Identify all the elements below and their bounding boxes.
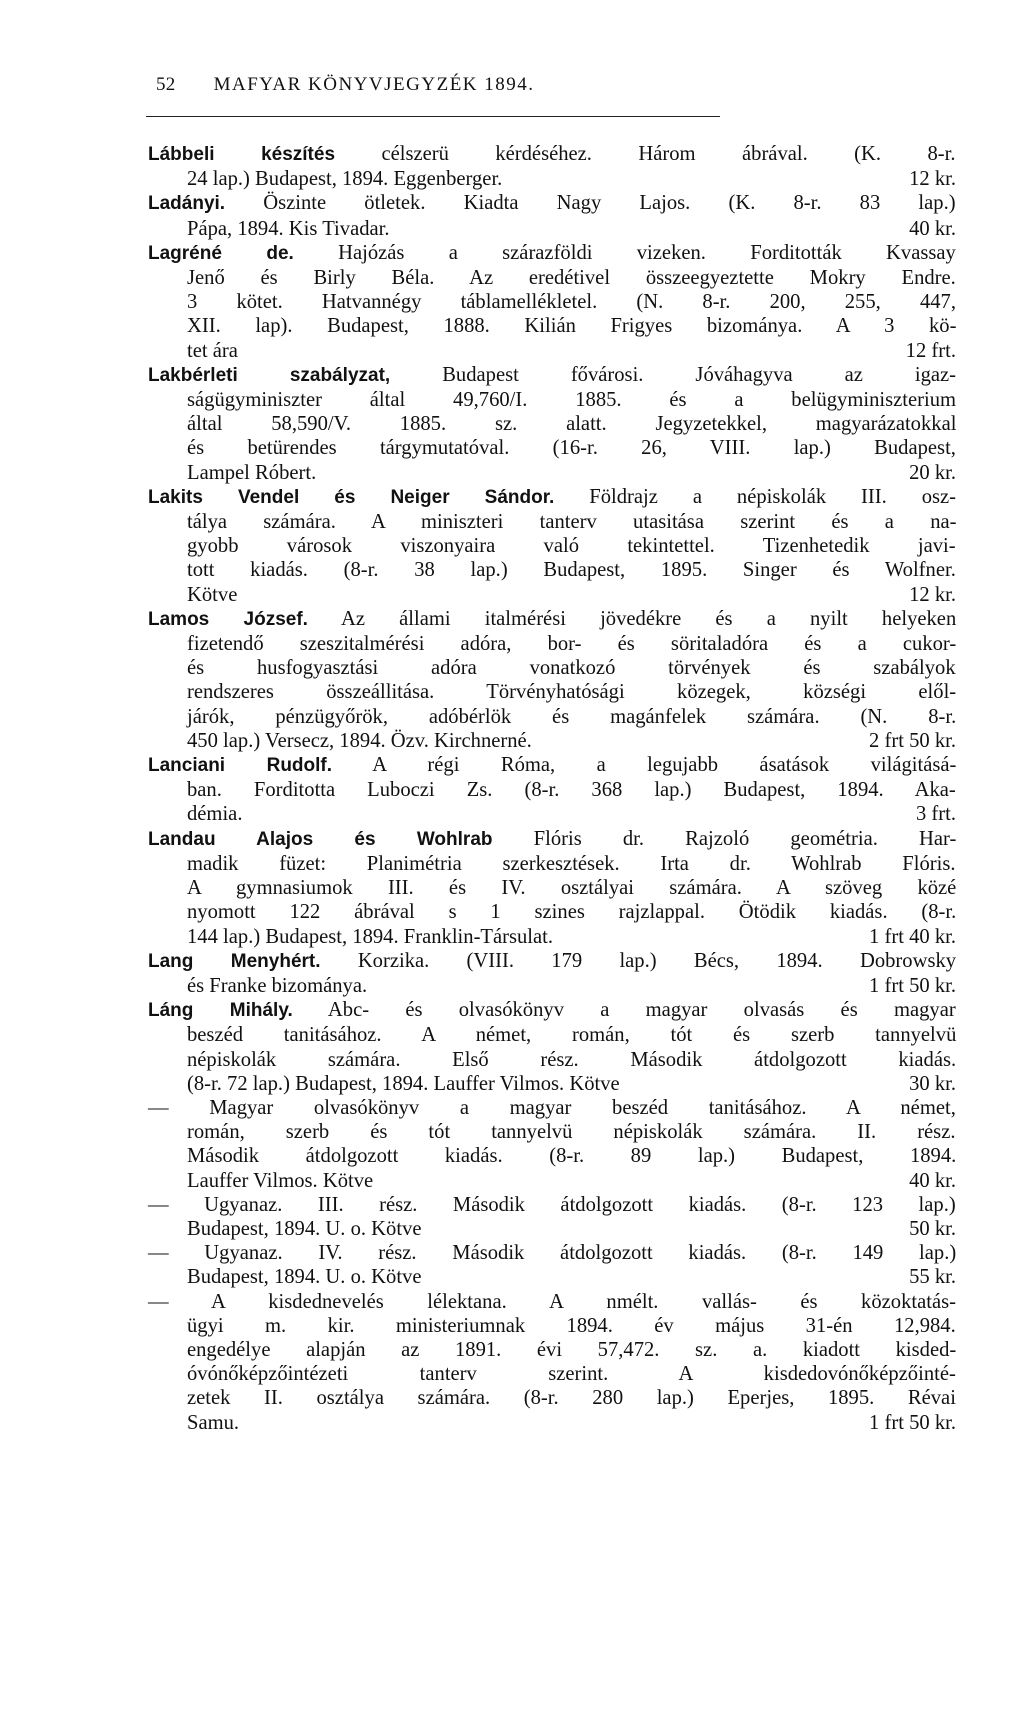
entry-text: tott kiadás. (8-r. 38 lap.) Budapest, 1895. Singer és Wolfner. xyxy=(187,559,956,582)
entry-text: ügyi m. kir. ministeriumnak 1894. év május 31-én 12,984. xyxy=(187,1314,956,1337)
entry-line-text xyxy=(187,1265,422,1289)
entry-line-text xyxy=(187,729,532,753)
entry-text: nyomott 122 ábrával s 1 szines rajzlappal. Ötödik kiadás. (8-r. xyxy=(187,901,957,924)
header-rule xyxy=(146,116,720,117)
entry-text: Lauffer Vilmos. Kötve xyxy=(187,1169,374,1192)
catalog-entry xyxy=(148,753,956,827)
entry-line xyxy=(148,1193,956,1217)
entry-text: Budapest, 1894. U. o. Kötve xyxy=(187,1217,422,1240)
entry-text: — A kisdednevelés lélektana. A nmélt. vallás- és közoktatás- xyxy=(148,1290,956,1313)
entry-line-text xyxy=(187,1120,956,1144)
entry-text: célszerü kérdéséhez. Három ábrával. (K. 8-r. xyxy=(381,143,956,165)
entry-text: Jenő és Birly Béla. Az eredétivel összeegyeztette Mokry Endre. xyxy=(187,267,956,290)
entry-line-text xyxy=(187,656,956,680)
catalog-entry xyxy=(148,191,956,240)
entry-line xyxy=(148,510,956,534)
entry-line xyxy=(148,534,956,558)
entry-line-text xyxy=(187,900,956,924)
entry-text: népiskolák számára. Első rész. Második átdolgozott kiadás. xyxy=(187,1048,957,1071)
entry-text: madik füzet: Planimétria szerkesztések. Irta dr. Wohlrab Flóris. xyxy=(187,852,956,875)
entry-line xyxy=(148,1120,956,1144)
entry-text: tálya számára. A miniszteri tanterv utasitása szerint és a na- xyxy=(187,511,957,534)
entry-line xyxy=(148,778,956,802)
entry-text: 3 kötet. Hatvannégy táblamellékletel. (N. 8-r. 200, 255, 447, xyxy=(187,291,956,314)
entry-line-text xyxy=(187,1144,956,1168)
catalog-entry xyxy=(148,241,956,363)
entry-text: óvónőképzőintézeti tanterv szerint. A kisdedovónőképzőinté- xyxy=(187,1363,956,1386)
entry-price: 55 kr. xyxy=(909,1266,956,1289)
entry-line-text xyxy=(187,876,956,900)
entry-line xyxy=(148,314,956,338)
entry-line xyxy=(148,680,956,704)
entry-price: 1 frt 40 kr. xyxy=(869,925,956,948)
entry-line xyxy=(148,1338,956,1362)
entry-price: 1 frt 50 kr. xyxy=(869,1411,956,1434)
entry-text: Korzika. (VIII. 179 lap.) Bécs, 1894. Dobrowsky xyxy=(357,949,957,972)
entry-line xyxy=(148,191,956,216)
entry-line xyxy=(148,656,956,680)
entry-line-text xyxy=(148,191,956,216)
entry-line xyxy=(148,1144,956,1168)
entry-text: Az állami italmérési jövedékre és a nyilt helyeken xyxy=(340,607,957,630)
entry-line xyxy=(148,1265,956,1289)
entry-line-text xyxy=(148,753,956,778)
entry-text: 144 lap.) Budapest, 1894. Franklin-Társulat. xyxy=(187,925,554,948)
entry-line-text xyxy=(148,607,956,632)
entry-text: beszéd tanitásához. A német, román, tót és szerb tannyelvü xyxy=(187,1024,957,1047)
entry-price: 50 kr. xyxy=(909,1217,956,1240)
entry-line xyxy=(148,705,956,729)
entry-line xyxy=(148,802,956,826)
entry-line xyxy=(148,485,956,510)
entry-text: engedélye alapján az 1891. évi 57,472. sz. a. kiadott kisded- xyxy=(187,1338,957,1361)
entry-line xyxy=(148,974,956,998)
entry-line-text xyxy=(148,998,956,1023)
entry-price: 1 frt 50 kr. xyxy=(869,974,956,997)
entry-text: 24 lap.) Budapest, 1894. Eggenberger. xyxy=(187,168,503,191)
entry-line-text xyxy=(148,1290,956,1314)
entry-line xyxy=(148,1241,956,1265)
entry-line xyxy=(148,558,956,582)
entry-line-text xyxy=(148,241,956,266)
entry-line xyxy=(148,1362,956,1386)
entry-line-text xyxy=(187,461,316,485)
page-header xyxy=(156,74,836,96)
entry-text: zetek II. osztálya számára. (8-r. 280 lap.) Eperjes, 1895. Révai xyxy=(187,1387,956,1410)
entry-heading: Landau Alajos és Wohlrab xyxy=(148,828,493,850)
entry-line-text xyxy=(187,802,242,826)
entry-line xyxy=(148,339,956,363)
entry-line-text xyxy=(148,1096,956,1120)
catalog-entry xyxy=(148,363,956,485)
entry-line xyxy=(148,852,956,876)
catalog-entry xyxy=(148,1241,956,1289)
entry-line xyxy=(148,632,956,656)
entry-line-text xyxy=(148,1241,956,1265)
entry-line xyxy=(148,1169,956,1193)
page-number: 52 xyxy=(156,74,176,95)
entry-line-text xyxy=(187,852,956,876)
catalog-entry xyxy=(148,827,956,949)
entry-line xyxy=(148,1290,956,1314)
entry-text: román, szerb és tót tannyelvü népiskolák számára. II. rész. xyxy=(187,1121,956,1144)
entry-line xyxy=(148,998,956,1023)
entry-line-text xyxy=(187,412,956,436)
entry-text: Budapest fővárosi. Jóváhagyva az igaz- xyxy=(442,363,957,386)
entry-text: Kötve xyxy=(187,583,238,606)
entry-text: ságügyminiszter által 49,760/I. 1885. és a belügyminiszterium xyxy=(187,389,957,412)
entry-line xyxy=(148,1386,956,1410)
entry-line xyxy=(148,607,956,632)
entry-text: és Franke bizománya. xyxy=(187,974,368,997)
entry-line xyxy=(148,925,956,949)
entry-line-text xyxy=(187,583,237,607)
entry-text: járók, pénzügyőrök, adóbérlök és magánfelek számára. (N. 8-r. xyxy=(187,705,957,728)
entry-line-text xyxy=(187,778,956,802)
entry-price: 30 kr. xyxy=(909,1072,956,1095)
entry-line xyxy=(148,949,956,974)
entry-price: 3 frt. xyxy=(915,803,956,826)
catalog-entry xyxy=(148,1193,956,1241)
catalog-entry xyxy=(148,998,956,1096)
entry-price: 20 kr. xyxy=(909,461,956,484)
entry-line xyxy=(148,729,956,753)
entry-text: és husfogyasztási adóra vonatkozó törvények és szabályok xyxy=(187,657,956,680)
entry-line xyxy=(148,900,956,924)
entry-line-text xyxy=(187,534,956,558)
entry-line-text xyxy=(187,1362,956,1386)
entry-text: által 58,590/V. 1885. sz. alatt. Jegyzetekkel, magyarázatokkal xyxy=(187,413,957,436)
entry-text: tet ára xyxy=(187,339,238,362)
entry-line xyxy=(148,217,956,241)
entry-line-text xyxy=(187,632,956,656)
entry-line-text xyxy=(187,290,956,314)
entry-line xyxy=(148,290,956,314)
entry-line-text xyxy=(187,1338,956,1362)
entry-line-text xyxy=(187,1072,620,1096)
entry-line xyxy=(148,1048,956,1072)
entry-heading: Lagréné de. xyxy=(148,242,294,264)
entry-line-text xyxy=(187,974,367,998)
entry-line xyxy=(148,827,956,852)
entry-line-text xyxy=(187,1386,956,1410)
entry-price: 40 kr. xyxy=(909,217,956,240)
entry-price: 12 frt. xyxy=(905,339,956,362)
entry-line-text xyxy=(187,314,956,338)
entry-text: Abc- és olvasókönyv a magyar olvasás és magyar xyxy=(327,999,956,1022)
entry-text: ban. Forditotta Luboczi Zs. (8-r. 368 lap.) Budapest, 1894. Aka- xyxy=(187,779,956,802)
entry-line xyxy=(148,266,956,290)
entry-line-text xyxy=(187,1314,956,1338)
entry-line xyxy=(148,167,956,191)
catalog-entry xyxy=(148,949,956,998)
entry-line-text xyxy=(148,142,956,167)
entry-text: fizetendő szeszitalmérési adóra, bor- és söritaladóra és a cukor- xyxy=(187,633,957,656)
entry-text: Földrajz a népiskolák III. osz- xyxy=(589,485,957,508)
entry-line xyxy=(148,412,956,436)
entry-line-text xyxy=(187,339,238,363)
entry-line xyxy=(148,1096,956,1120)
entry-text: — Ugyanaz. III. rész. Második átdolgozott kiadás. (8-r. 123 lap.) xyxy=(148,1193,956,1216)
entry-line xyxy=(148,241,956,266)
entry-line-text xyxy=(187,705,956,729)
entry-line-text xyxy=(187,167,502,191)
catalog-entry xyxy=(148,607,956,753)
entry-line-text xyxy=(187,1169,373,1193)
entry-line xyxy=(148,1411,956,1435)
entry-line xyxy=(148,1217,956,1241)
catalog-entry xyxy=(148,142,956,191)
entry-line-text xyxy=(148,363,956,388)
entry-text: — Ugyanaz. IV. rész. Második átdolgozott kiadás. (8-r. 149 lap.) xyxy=(148,1242,957,1265)
catalog-entry xyxy=(148,485,956,607)
entry-line-text xyxy=(187,1217,422,1241)
entry-line xyxy=(148,1072,956,1096)
entry-line xyxy=(148,388,956,412)
entry-line-text xyxy=(148,949,956,974)
entry-text: (8-r. 72 lap.) Budapest, 1894. Lauffer Vilmos. Kötve xyxy=(187,1072,620,1095)
entry-text: Flóris dr. Rajzoló geométria. Har- xyxy=(533,827,957,850)
entry-price: 12 kr. xyxy=(909,168,956,191)
entry-heading: Lang Menyhért. xyxy=(148,950,321,972)
entry-text: 450 lap.) Versecz, 1894. Özv. Kirchnerné. xyxy=(187,729,532,752)
catalog-entry xyxy=(148,1096,956,1193)
entry-line-text xyxy=(187,217,390,241)
entry-text: Öszinte ötletek. Kiadta Nagy Lajos. (K. 8-r. 83 lap.) xyxy=(263,192,956,215)
entry-price: 2 frt 50 kr. xyxy=(869,729,956,752)
catalog-body xyxy=(148,142,956,1435)
entry-text: gyobb városok viszonyaira való tekintettel. Tizenhetedik javi- xyxy=(187,535,956,558)
entry-line-text xyxy=(187,680,956,704)
entry-heading: Lanciani Rudolf. xyxy=(148,755,333,777)
entry-text: Pápa, 1894. Kis Tivadar. xyxy=(187,217,390,240)
entry-text: XII. lap). Budapest, 1888. Kilián Frigyes bizománya. A 3 kö- xyxy=(187,315,957,338)
entry-line-text xyxy=(187,925,553,949)
entry-line-text xyxy=(187,436,956,460)
entry-heading: Lábbeli készítés xyxy=(148,144,336,165)
entry-line-text xyxy=(187,1023,956,1047)
entry-line xyxy=(148,461,956,485)
entry-price: 12 kr. xyxy=(909,583,956,606)
entry-line-text xyxy=(148,485,956,510)
entry-line xyxy=(148,1023,956,1047)
catalog-entry xyxy=(148,1290,956,1435)
entry-line xyxy=(148,583,956,607)
entry-line xyxy=(148,363,956,388)
entry-heading: Ladányi. xyxy=(148,193,226,215)
entry-line xyxy=(148,876,956,900)
entry-line-text xyxy=(187,558,956,582)
entry-text: Lampel Róbert. xyxy=(187,461,317,484)
entry-line xyxy=(148,436,956,460)
entry-text: rendszeres összeállitása. Törvényhatósági közegek, községi elől- xyxy=(187,681,957,704)
entry-text: A régi Róma, a legujabb ásatások világitásá- xyxy=(372,754,957,777)
entry-heading: Lakbérleti szabályzat, xyxy=(148,364,391,386)
entry-line xyxy=(148,753,956,778)
entry-line-text xyxy=(187,388,956,412)
entry-text: — Magyar olvasókönyv a magyar beszéd tanitásához. A német, xyxy=(148,1096,956,1119)
entry-line-text xyxy=(187,266,956,290)
entry-line-text xyxy=(148,827,956,852)
entry-price: 40 kr. xyxy=(909,1169,956,1192)
entry-text: Második átdolgozott kiadás. (8-r. 89 lap.) Budapest, 1894. xyxy=(187,1145,957,1168)
entry-heading: Láng Mihály. xyxy=(148,1000,293,1022)
entry-heading: Lakits Vendel és Neiger Sándor. xyxy=(148,486,555,508)
entry-text: és betürendes tárgymutatóval. (16-r. 26, VIII. lap.) Budapest, xyxy=(187,437,956,460)
entry-line xyxy=(148,142,956,167)
entry-line-text xyxy=(187,1048,956,1072)
entry-heading: Lamos József. xyxy=(148,608,308,630)
entry-text: démia. xyxy=(187,803,243,826)
entry-line-text xyxy=(187,510,956,534)
entry-text: Budapest, 1894. U. o. Kötve xyxy=(187,1266,422,1289)
entry-text: A gymnasiumok III. és IV. osztályai számára. A szöveg közé xyxy=(187,877,957,900)
entry-line xyxy=(148,1314,956,1338)
running-title: MAFYAR KÖNYVJEGYZÉK 1894. xyxy=(213,74,535,95)
entry-line-text xyxy=(187,1411,239,1435)
entry-line-text xyxy=(148,1193,956,1217)
entry-text: Samu. xyxy=(187,1411,240,1434)
entry-text: Hajózás a szárazföldi vizeken. Forditották Kvassay xyxy=(338,241,956,264)
